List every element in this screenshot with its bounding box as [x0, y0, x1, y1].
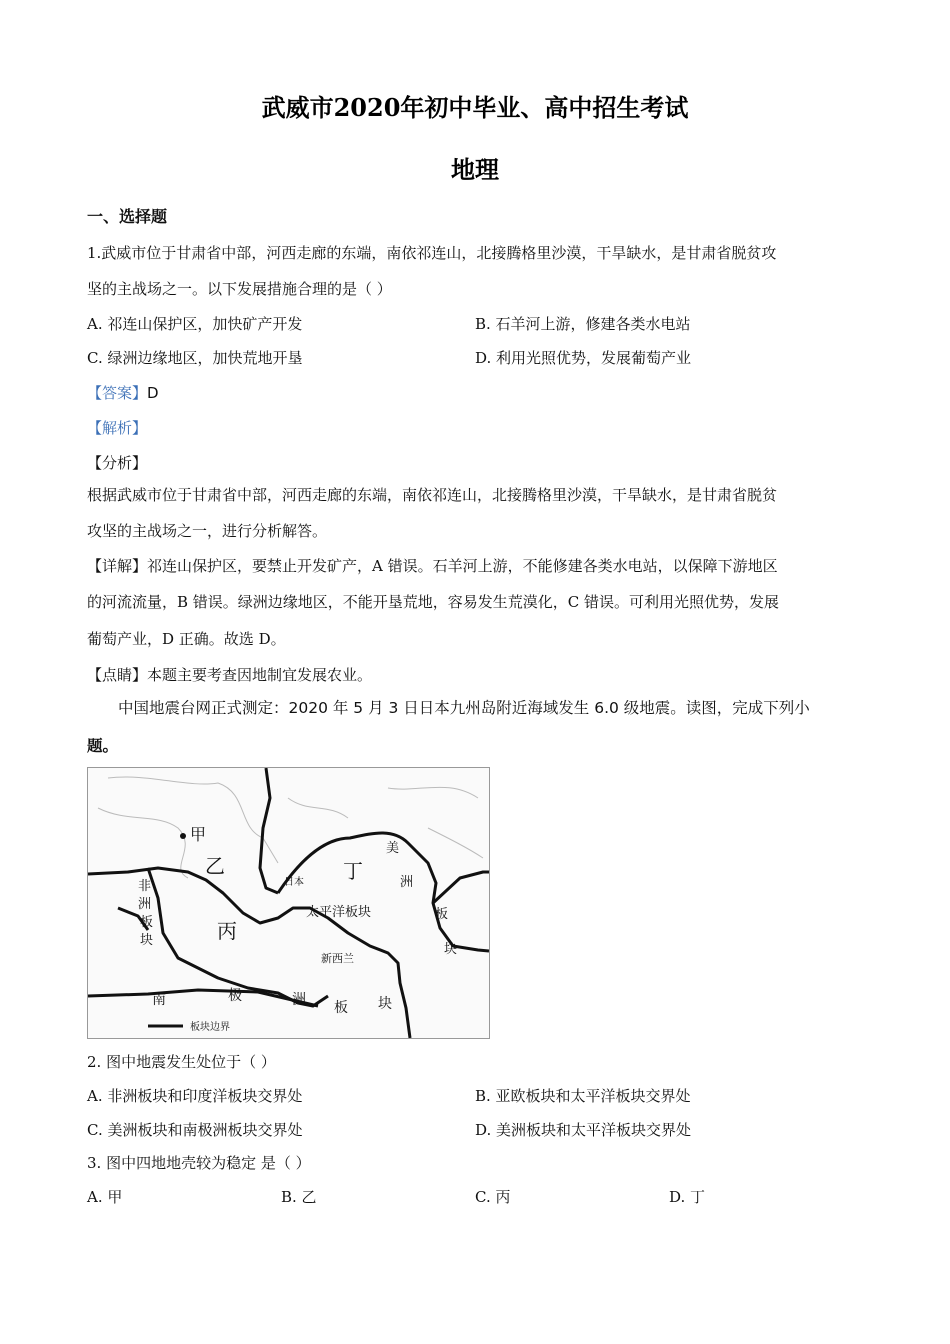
- intro-line1: 中国地震台网正式测定：2020 年 5 月 3 日日本九州岛附近海域发生 6.0 级地震。读图，完成下列小: [118, 699, 810, 717]
- detail-line1: 【详解】祁连山保护区，要禁止开发矿产，A 错误。石羊河上游，不能修建各类水电站，以保障下游地区: [87, 557, 778, 575]
- q3-option-a: A. 甲: [87, 1188, 123, 1206]
- label-america-2: 洲: [400, 875, 414, 890]
- q3-option-d: D. 丁: [669, 1188, 706, 1206]
- q2-option-b: B. 亚欧板块和太平洋板块交界处: [475, 1087, 691, 1105]
- q3-option-b: B. 乙: [281, 1188, 317, 1206]
- plate-boundary-map: [87, 767, 490, 1039]
- section-heading: 一、选择题: [87, 207, 168, 226]
- label-bing: 丙: [217, 919, 237, 943]
- answer-tag: 【答案】: [87, 384, 148, 402]
- q2-option-d: D. 美洲板块和太平洋板块交界处: [475, 1121, 692, 1139]
- label-new-zealand: 新西兰: [321, 952, 354, 965]
- q1-option-b: B. 石羊河上游，修建各类水电站: [475, 315, 691, 333]
- q3-option-c: C. 丙: [475, 1188, 511, 1206]
- label-america-3: 板: [435, 907, 449, 922]
- label-america-4: 块: [444, 942, 458, 957]
- label-jia: 甲: [190, 825, 207, 844]
- label-antarctic-5: 块: [378, 996, 392, 1012]
- label-antarctic-1: 南: [152, 992, 166, 1008]
- subject-title: 地理: [451, 155, 499, 184]
- q1-option-a: A. 祁连山保护区，加快矿产开发: [87, 315, 303, 333]
- fenxi-line2: 攻坚的主战场之一，进行分析解答。: [87, 522, 328, 540]
- q2-stem: 2. 图中地震发生处位于（ ）: [87, 1053, 276, 1071]
- label-antarctic-4: 板: [334, 1000, 348, 1016]
- label-japan: 日本: [284, 877, 304, 888]
- q1-option-d: D. 利用光照优势，发展葡萄产业: [475, 349, 692, 367]
- label-africa-4: 块: [140, 933, 154, 948]
- analysis-tag: 【解析】: [87, 419, 148, 437]
- continent-outlines: [98, 777, 483, 878]
- intro-line2: 题。: [87, 737, 119, 755]
- map-graphic: [88, 768, 489, 1038]
- label-africa-2: 洲: [138, 897, 152, 912]
- label-ding: 丁: [343, 859, 363, 883]
- label-america-1: 美: [386, 841, 400, 856]
- q1-option-c: C. 绿洲边缘地区，加快荒地开垦: [87, 349, 303, 367]
- answer-value: D: [147, 384, 159, 402]
- exam-title: 武威市2020年初中毕业、高中招生考试: [261, 93, 689, 122]
- label-yi: 乙: [205, 854, 225, 878]
- q2-option-c: C. 美洲板块和南极洲板块交界处: [87, 1121, 303, 1139]
- detail-line3: 葡萄产业，D 正确。故选 D。: [87, 630, 286, 648]
- q1-stem-line2: 坚的主战场之一。以下发展措施合理的是（ ）: [87, 280, 392, 298]
- label-antarctic-2: 极: [228, 988, 242, 1004]
- legend-label: 板块边界: [190, 1022, 230, 1033]
- dianjing-line: 【点睛】本题主要考查因地制宜发展农业。: [87, 666, 373, 684]
- q1-stem-line1: 1.武威市位于甘肃省中部，河西走廊的东端，南依祁连山，北接腾格里沙漠，干旱缺水，是甘肃省脱贫攻: [87, 244, 777, 262]
- fenxi-tag: 【分析】: [87, 454, 148, 472]
- detail-line2: 的河流流量，B 错误。绿洲边缘地区，不能开垦荒地，容易发生荒漠化，C 错误。可利用光照优势，发展: [87, 593, 780, 611]
- jia-marker: [180, 833, 186, 839]
- label-antarctic-3: 洲: [292, 992, 306, 1008]
- q3-stem: 3. 图中四地地壳较为稳定 是（ ）: [87, 1154, 311, 1172]
- q2-option-a: A. 非洲板块和印度洋板块交界处: [87, 1087, 303, 1105]
- fenxi-line1: 根据武威市位于甘肃省中部，河西走廊的东端，南依祁连山，北接腾格里沙漠，干旱缺水，是甘肃省脱贫: [87, 486, 778, 504]
- label-pacific-plate: 太平洋板块: [306, 905, 372, 920]
- q1-answer-line: [87, 382, 867, 403]
- label-africa-1: 非: [138, 879, 152, 894]
- label-africa-3: 板: [140, 915, 154, 930]
